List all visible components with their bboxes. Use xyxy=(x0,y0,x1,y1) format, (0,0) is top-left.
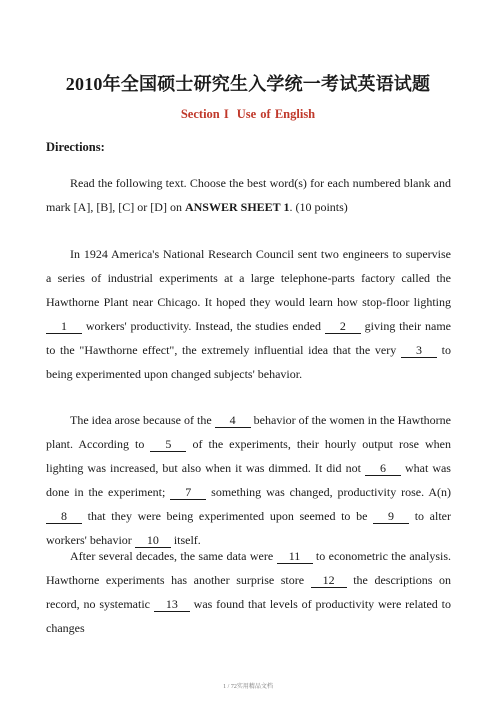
blank-12[interactable]: 12 xyxy=(311,573,347,588)
blank-6[interactable]: 6 xyxy=(365,461,401,476)
section-number: Section I xyxy=(180,107,229,121)
blank-7[interactable]: 7 xyxy=(170,485,206,500)
blank-13[interactable]: 13 xyxy=(154,597,190,612)
directions-text: Read the following text. Choose the best word(s) for each numbered blank and mark [A], [B], [C] or [D] on ANSWER SHEET 1. (10 points) xyxy=(46,176,451,214)
blank-8[interactable]: 8 xyxy=(46,509,82,524)
passage-paragraph-1: In 1924 America's National Research Council sent two engineers to supervise a series of industrial experiments at a large telephone-parts factory called the Hawthorne Plant near Chicago. It hoped they would learn how stop-floor lighting 1 workers' productivity. Instead, the studies ended 2 giving their name to the "Hawthorne effect", the extremely influential idea that the very 3 to being experimented upon changed subjects' behavior. xyxy=(46,247,451,381)
answer-sheet-label: ANSWER SHEET 1 xyxy=(184,200,290,214)
passage-paragraph-3: After several decades, the same data were 11 to econometric the analysis. Hawthorne experiments has another surprise store 12 the descriptions on record, no systematic 13 was found that levels of productivity were related to changes xyxy=(46,549,451,635)
blank-1[interactable]: 1 xyxy=(46,319,82,334)
blank-11[interactable]: 11 xyxy=(277,549,313,564)
directions-label: Directions: xyxy=(46,140,105,154)
blank-3[interactable]: 3 xyxy=(401,343,437,358)
section-name: Use of English xyxy=(236,107,316,121)
blank-4[interactable]: 4 xyxy=(215,413,251,428)
page-footer: 1 / 72实用精品文档 xyxy=(223,684,273,690)
blank-5[interactable]: 5 xyxy=(150,437,186,452)
exam-title: 2010年全国硕士研究生入学统一考试英语试题 xyxy=(65,74,431,94)
section-heading xyxy=(0,107,496,122)
blank-2[interactable]: 2 xyxy=(325,319,361,334)
blank-10[interactable]: 10 xyxy=(135,533,171,548)
passage-paragraph-2: The idea arose because of the 4 behavior of the women in the Hawthorne plant. According to 5 of the experiments, their hourly output rose when lighting was increased, but also when it was dimmed. It did not 6 what was done in the experiment; 7 something was changed, productivity rose. A(n) 8 that they were being experimented upon seemed to be 9 to alter workers' behavior 10 itself. xyxy=(46,413,451,547)
blank-9[interactable]: 9 xyxy=(373,509,409,524)
